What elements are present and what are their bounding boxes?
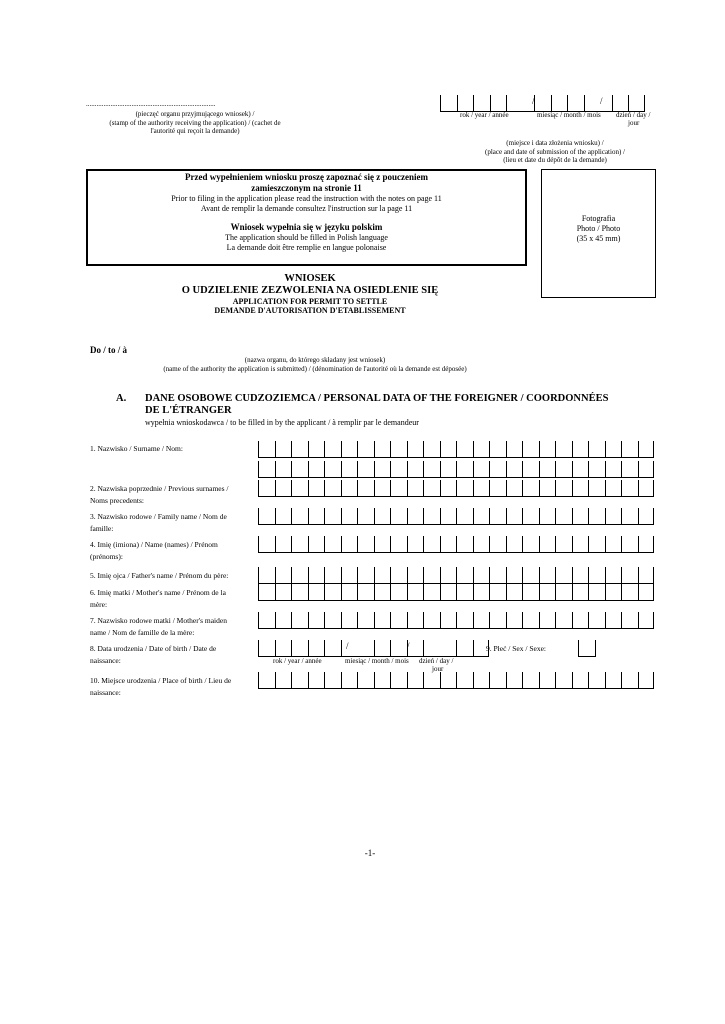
field-6-label xyxy=(90,587,260,611)
char-box[interactable] xyxy=(390,672,407,688)
char-box[interactable] xyxy=(522,567,539,583)
sex-box[interactable] xyxy=(578,640,596,657)
char-box[interactable] xyxy=(621,508,638,524)
char-box[interactable] xyxy=(456,508,473,524)
char-box[interactable] xyxy=(291,584,308,600)
first-names-boxes[interactable] xyxy=(258,536,654,553)
char-box[interactable] xyxy=(308,461,325,477)
char-box[interactable] xyxy=(423,584,440,600)
char-box[interactable] xyxy=(341,612,358,628)
field-10-label-b: naissance: xyxy=(90,688,121,697)
char-box[interactable] xyxy=(456,480,473,496)
char-box[interactable] xyxy=(506,441,523,457)
char-box[interactable] xyxy=(621,461,638,477)
field-6-label-a: 6. Imię matki / Mother's name / Prénom de la xyxy=(90,588,226,597)
char-box[interactable] xyxy=(275,612,292,628)
char-box[interactable] xyxy=(308,672,325,688)
char-box[interactable] xyxy=(275,672,292,688)
char-box[interactable] xyxy=(440,441,457,457)
char-box[interactable] xyxy=(341,672,358,688)
char-box[interactable] xyxy=(324,480,341,496)
char-box[interactable] xyxy=(324,612,341,628)
char-box[interactable] xyxy=(456,584,473,600)
char-box[interactable] xyxy=(357,612,374,628)
field-1-label: 1. Nazwisko / Surname / Nom: xyxy=(90,444,183,453)
char-box[interactable] xyxy=(473,612,490,628)
char-box[interactable] xyxy=(539,672,556,688)
char-box[interactable] xyxy=(324,672,341,688)
char-box[interactable] xyxy=(489,508,506,524)
char-box[interactable] xyxy=(275,584,292,600)
place-caption xyxy=(440,139,670,165)
char-box[interactable] xyxy=(506,536,523,552)
char-box[interactable] xyxy=(555,480,572,496)
char-box[interactable] xyxy=(506,508,523,524)
char-box[interactable] xyxy=(572,461,589,477)
char-box[interactable] xyxy=(374,508,391,524)
char-box[interactable] xyxy=(258,508,275,524)
notice-lang-pl: Wniosek wypełnia się w języku polskim xyxy=(230,222,383,232)
char-box[interactable] xyxy=(440,461,457,477)
char-box[interactable] xyxy=(555,567,572,583)
form-title xyxy=(120,273,500,315)
char-box[interactable] xyxy=(407,672,424,688)
char-box[interactable] xyxy=(605,441,622,457)
section-a-heading-2: DE L'ÉTRANGER xyxy=(145,405,232,416)
field-2-label-b: Noms precedents: xyxy=(90,496,144,505)
char-box[interactable] xyxy=(506,461,523,477)
mothers-name-boxes[interactable] xyxy=(258,584,654,601)
char-box[interactable] xyxy=(275,567,292,583)
char-box[interactable] xyxy=(258,480,275,496)
surname-boxes-1[interactable] xyxy=(258,441,654,458)
birth-place-boxes[interactable] xyxy=(258,672,654,689)
char-box[interactable] xyxy=(308,441,325,457)
section-a-sub: wypełnia wnioskodawca / to be filled in by the applicant / à remplir par le demandeur xyxy=(145,418,419,427)
field-7-label xyxy=(90,615,260,639)
char-box[interactable] xyxy=(588,612,605,628)
char-box[interactable] xyxy=(423,508,440,524)
char-box[interactable] xyxy=(390,612,407,628)
char-box[interactable] xyxy=(555,672,572,688)
char-box[interactable] xyxy=(473,441,490,457)
char-box[interactable] xyxy=(308,584,325,600)
char-box[interactable] xyxy=(374,480,391,496)
char-box[interactable] xyxy=(621,480,638,496)
char-box[interactable] xyxy=(489,612,506,628)
stamp-caption-3: l'autorité qui reçoit la demande) xyxy=(150,127,240,135)
char-box[interactable] xyxy=(275,480,292,496)
char-box[interactable] xyxy=(407,480,424,496)
char-box[interactable] xyxy=(308,508,325,524)
char-box[interactable] xyxy=(258,461,275,477)
char-box[interactable] xyxy=(275,536,292,552)
photo-line-1: Fotografia xyxy=(581,214,616,223)
field-5-label: 5. Imię ojca / Father's name / Prénom du père: xyxy=(90,571,229,580)
char-box[interactable] xyxy=(308,567,325,583)
addressee-caption-1: (nazwa organu, do którego składany jest wniosek) xyxy=(244,356,386,364)
char-box[interactable] xyxy=(390,536,407,552)
char-box[interactable] xyxy=(638,672,655,688)
char-box[interactable] xyxy=(390,441,407,457)
char-box[interactable] xyxy=(605,536,622,552)
place-caption-2: (place and date of submission of the application) / xyxy=(485,147,625,156)
char-box[interactable] xyxy=(588,567,605,583)
char-box[interactable] xyxy=(473,508,490,524)
char-box[interactable] xyxy=(308,536,325,552)
field-6-label-b: mère: xyxy=(90,600,108,609)
char-box[interactable] xyxy=(258,536,275,552)
instruction-notice-box xyxy=(86,169,527,266)
field-9-label: 9. Płeć / Sex / Sexe: xyxy=(486,644,546,653)
char-box[interactable] xyxy=(539,536,556,552)
char-box[interactable] xyxy=(390,567,407,583)
char-box[interactable] xyxy=(539,508,556,524)
char-box[interactable] xyxy=(522,441,539,457)
char-box[interactable] xyxy=(390,461,407,477)
place-caption-3: (lieu et date du dépôt de la demande) xyxy=(503,156,607,164)
char-box[interactable] xyxy=(440,672,457,688)
char-box[interactable] xyxy=(555,461,572,477)
char-box[interactable] xyxy=(572,567,589,583)
char-box[interactable] xyxy=(489,480,506,496)
family-name-boxes[interactable] xyxy=(258,508,654,525)
notice-pl-2: zamieszczonym na stronie 11 xyxy=(251,183,362,193)
char-box[interactable] xyxy=(341,536,358,552)
char-box[interactable] xyxy=(341,441,358,457)
char-box[interactable] xyxy=(423,480,440,496)
field-2-label xyxy=(90,483,260,507)
char-box[interactable] xyxy=(407,441,424,457)
char-box[interactable] xyxy=(605,461,622,477)
char-box[interactable] xyxy=(275,508,292,524)
page-number: -1- xyxy=(364,848,376,858)
field-8-label xyxy=(90,643,260,667)
char-box[interactable] xyxy=(522,461,539,477)
title-line-2: O UDZIELENIE ZEZWOLENIA NA OSIEDLENIE SIĘ xyxy=(181,285,439,296)
char-box[interactable] xyxy=(638,567,655,583)
birth-day-label-2: jour xyxy=(432,665,444,673)
char-box[interactable] xyxy=(440,536,457,552)
char-box[interactable] xyxy=(588,441,605,457)
char-box[interactable] xyxy=(423,567,440,583)
stamp-caption xyxy=(80,110,310,136)
char-box[interactable] xyxy=(258,567,275,583)
notice-fr: Avant de remplir la demande consultez l'instruction sur la page 11 xyxy=(200,204,413,213)
char-box[interactable] xyxy=(341,584,358,600)
photo-line-3: (35 x 45 mm) xyxy=(576,234,621,243)
char-box[interactable] xyxy=(407,567,424,583)
char-box[interactable] xyxy=(473,584,490,600)
photo-line-2: Photo / Photo xyxy=(576,224,621,233)
char-box[interactable] xyxy=(440,508,457,524)
char-box[interactable] xyxy=(506,584,523,600)
char-box[interactable] xyxy=(357,461,374,477)
char-box[interactable] xyxy=(407,536,424,552)
place-caption-1: (miejsce i data złożenia wniosku) / xyxy=(506,139,604,147)
char-box[interactable] xyxy=(539,461,556,477)
field-4-label xyxy=(90,539,260,563)
char-box[interactable] xyxy=(555,508,572,524)
char-box[interactable] xyxy=(357,536,374,552)
mothers-maiden-name-boxes[interactable] xyxy=(258,612,654,629)
section-a-letter: A. xyxy=(116,393,127,404)
date-day-label: dzień / day / xyxy=(616,111,651,119)
char-box[interactable] xyxy=(341,480,358,496)
char-box[interactable] xyxy=(621,567,638,583)
char-box[interactable] xyxy=(489,672,506,688)
char-box[interactable] xyxy=(588,672,605,688)
surname-boxes-2[interactable] xyxy=(258,461,654,478)
char-box[interactable] xyxy=(588,584,605,600)
char-box[interactable] xyxy=(357,567,374,583)
char-box[interactable] xyxy=(572,480,589,496)
char-box[interactable] xyxy=(572,441,589,457)
char-box[interactable] xyxy=(374,584,391,600)
char-box[interactable] xyxy=(423,441,440,457)
title-line-3: APPLICATION FOR PERMIT TO SETTLE xyxy=(232,297,388,306)
char-box[interactable] xyxy=(374,441,391,457)
char-box[interactable] xyxy=(258,584,275,600)
char-box[interactable] xyxy=(407,584,424,600)
char-box[interactable] xyxy=(605,584,622,600)
char-box[interactable] xyxy=(506,612,523,628)
char-box[interactable] xyxy=(407,461,424,477)
char-box[interactable] xyxy=(357,672,374,688)
char-box[interactable] xyxy=(605,612,622,628)
char-box[interactable] xyxy=(638,536,655,552)
char-box[interactable] xyxy=(621,612,638,628)
char-box[interactable] xyxy=(605,480,622,496)
field-7-label-a: 7. Nazwisko rodowe matki / Mother's maiden xyxy=(90,616,227,625)
char-box[interactable] xyxy=(638,584,655,600)
char-box[interactable] xyxy=(572,508,589,524)
char-box[interactable] xyxy=(489,441,506,457)
date-day-label-2: jour xyxy=(628,119,640,127)
char-box[interactable] xyxy=(555,612,572,628)
char-box[interactable] xyxy=(456,612,473,628)
char-box[interactable] xyxy=(324,461,341,477)
char-box[interactable] xyxy=(522,672,539,688)
char-box[interactable] xyxy=(506,567,523,583)
char-box[interactable] xyxy=(456,536,473,552)
previous-surnames-boxes[interactable] xyxy=(258,480,654,497)
char-box[interactable] xyxy=(456,672,473,688)
char-box[interactable] xyxy=(374,536,391,552)
char-box[interactable] xyxy=(324,584,341,600)
char-box[interactable] xyxy=(324,536,341,552)
char-box[interactable] xyxy=(440,480,457,496)
char-box[interactable] xyxy=(473,672,490,688)
char-box[interactable] xyxy=(522,480,539,496)
char-box[interactable] xyxy=(374,672,391,688)
char-box[interactable] xyxy=(357,508,374,524)
char-box[interactable] xyxy=(605,508,622,524)
char-box[interactable] xyxy=(374,567,391,583)
char-box[interactable] xyxy=(473,536,490,552)
addressee-label: Do / to / à xyxy=(90,345,127,355)
char-box[interactable] xyxy=(291,480,308,496)
char-box[interactable] xyxy=(291,508,308,524)
fathers-name-boxes[interactable] xyxy=(258,567,654,584)
field-8-label-b: naissance: xyxy=(90,656,121,665)
birth-month-label: miesiąc / month / mois xyxy=(345,657,409,665)
field-10-label-a: 10. Miejsce urodzenia / Place of birth / Lieu de xyxy=(90,676,232,685)
char-box[interactable] xyxy=(291,612,308,628)
field-3-label-a: 3. Nazwisko rodowe / Family name / Nom de xyxy=(90,512,227,521)
notice-pl-1: Przed wypełnieniem wniosku proszę zapoznać się z pouczeniem xyxy=(184,172,429,182)
char-box[interactable] xyxy=(357,480,374,496)
char-box[interactable] xyxy=(522,584,539,600)
char-box[interactable] xyxy=(407,612,424,628)
char-box[interactable] xyxy=(275,461,292,477)
char-box[interactable] xyxy=(291,461,308,477)
char-box[interactable] xyxy=(621,441,638,457)
char-box[interactable] xyxy=(390,508,407,524)
char-box[interactable] xyxy=(456,567,473,583)
birth-day-label: dzień / day / xyxy=(419,657,454,665)
char-box[interactable] xyxy=(539,480,556,496)
char-box[interactable] xyxy=(324,567,341,583)
field-2-label-a: 2. Nazwiska poprzednie / Previous surnames / xyxy=(90,484,229,493)
char-box[interactable] xyxy=(275,441,292,457)
field-4-label-b: (prénoms): xyxy=(90,552,123,561)
char-box[interactable] xyxy=(638,461,655,477)
char-box[interactable] xyxy=(308,480,325,496)
char-box[interactable] xyxy=(572,584,589,600)
stamp-line: .......................................................................... xyxy=(86,100,216,108)
char-box[interactable] xyxy=(341,461,358,477)
field-8-label-a: 8. Data urodzenia / Date of birth / Date de xyxy=(90,644,217,653)
char-box[interactable] xyxy=(258,612,275,628)
field-3-label xyxy=(90,511,260,535)
char-box[interactable] xyxy=(572,672,589,688)
char-box[interactable] xyxy=(506,480,523,496)
date-month-label: miesiąc / month / mois xyxy=(537,111,601,119)
char-box[interactable] xyxy=(473,461,490,477)
char-box[interactable] xyxy=(638,612,655,628)
char-box[interactable] xyxy=(572,612,589,628)
section-a-heading-1: DANE OSOBOWE CUDZOZIEMCA / PERSONAL DATA OF THE FOREIGNER / COORDONNÉES xyxy=(145,393,609,404)
field-10-label xyxy=(90,675,260,699)
field-3-label-b: famille: xyxy=(90,524,114,533)
field-4-label-a: 4. Imię (imiona) / Name (names) / Prénom xyxy=(90,540,218,549)
char-box[interactable] xyxy=(390,584,407,600)
char-box[interactable] xyxy=(423,672,440,688)
addressee-caption-2: (name of the authority the application is submitted) / (dénomination de l'autorité où la demande est déposée) xyxy=(163,364,467,373)
char-box[interactable] xyxy=(489,567,506,583)
char-box[interactable] xyxy=(506,672,523,688)
birth-date-boxes[interactable] xyxy=(258,640,489,657)
char-box[interactable] xyxy=(407,508,424,524)
char-box[interactable] xyxy=(374,461,391,477)
char-box[interactable] xyxy=(308,612,325,628)
char-box[interactable] xyxy=(555,441,572,457)
char-box[interactable] xyxy=(621,584,638,600)
char-box[interactable] xyxy=(555,536,572,552)
char-box[interactable] xyxy=(357,584,374,600)
char-box[interactable] xyxy=(605,567,622,583)
char-box[interactable] xyxy=(473,480,490,496)
char-box[interactable] xyxy=(539,567,556,583)
char-box[interactable] xyxy=(588,480,605,496)
char-box[interactable] xyxy=(522,508,539,524)
char-box[interactable] xyxy=(374,612,391,628)
stamp-caption-1: (pieczęć organu przyjmującego wniosek) / xyxy=(135,110,255,118)
char-box[interactable] xyxy=(456,441,473,457)
char-box[interactable] xyxy=(539,584,556,600)
char-box[interactable] xyxy=(423,536,440,552)
char-box[interactable] xyxy=(440,584,457,600)
char-box[interactable] xyxy=(291,672,308,688)
char-box[interactable] xyxy=(522,612,539,628)
char-box[interactable] xyxy=(324,508,341,524)
submission-date-boxes[interactable] xyxy=(440,95,645,112)
char-box[interactable] xyxy=(258,672,275,688)
char-box[interactable] xyxy=(638,441,655,457)
char-box[interactable] xyxy=(489,584,506,600)
char-box[interactable] xyxy=(588,461,605,477)
char-box[interactable] xyxy=(341,508,358,524)
char-box[interactable] xyxy=(390,480,407,496)
char-box[interactable] xyxy=(423,612,440,628)
char-box[interactable] xyxy=(258,441,275,457)
char-box[interactable] xyxy=(291,567,308,583)
char-box[interactable] xyxy=(588,508,605,524)
birth-year-label: rok / year / année xyxy=(273,657,322,665)
notice-lang-en: The application should be filled in Polish language xyxy=(225,233,388,242)
char-box[interactable] xyxy=(291,536,308,552)
title-line-1: WNIOSEK xyxy=(284,273,336,284)
char-box[interactable] xyxy=(423,461,440,477)
char-box[interactable] xyxy=(522,536,539,552)
char-box[interactable] xyxy=(456,461,473,477)
char-box[interactable] xyxy=(489,536,506,552)
char-box[interactable] xyxy=(539,612,556,628)
char-box[interactable] xyxy=(605,672,622,688)
char-box[interactable] xyxy=(341,567,358,583)
char-box[interactable] xyxy=(324,441,341,457)
char-box[interactable] xyxy=(621,672,638,688)
field-7-label-b: name / Nom de famille de la mère: xyxy=(90,628,195,637)
char-box[interactable] xyxy=(291,441,308,457)
char-box[interactable] xyxy=(638,480,655,496)
char-box[interactable] xyxy=(572,536,589,552)
title-line-4: DEMANDE D'AUTORISATION D'ETABLISSEMENT xyxy=(214,306,406,315)
notice-lang-fr: La demande doit être remplie en langue polonaise xyxy=(226,243,387,252)
char-box[interactable] xyxy=(539,441,556,457)
char-box[interactable] xyxy=(588,536,605,552)
char-box[interactable] xyxy=(489,461,506,477)
char-box[interactable] xyxy=(555,584,572,600)
char-box[interactable] xyxy=(621,536,638,552)
char-box[interactable] xyxy=(638,508,655,524)
addressee-caption xyxy=(130,356,500,373)
char-box[interactable] xyxy=(473,567,490,583)
char-box[interactable] xyxy=(440,612,457,628)
stamp-caption-2: (stamp of the authority receiving the application) / (cachet de xyxy=(109,118,281,127)
photo-box[interactable] xyxy=(541,169,656,298)
section-a-heading xyxy=(145,393,645,417)
char-box[interactable] xyxy=(440,567,457,583)
notice-en: Prior to filing in the application please read the instruction with the notes on page 11 xyxy=(171,194,442,203)
char-box[interactable] xyxy=(357,441,374,457)
date-year-label: rok / year / année xyxy=(460,111,509,119)
